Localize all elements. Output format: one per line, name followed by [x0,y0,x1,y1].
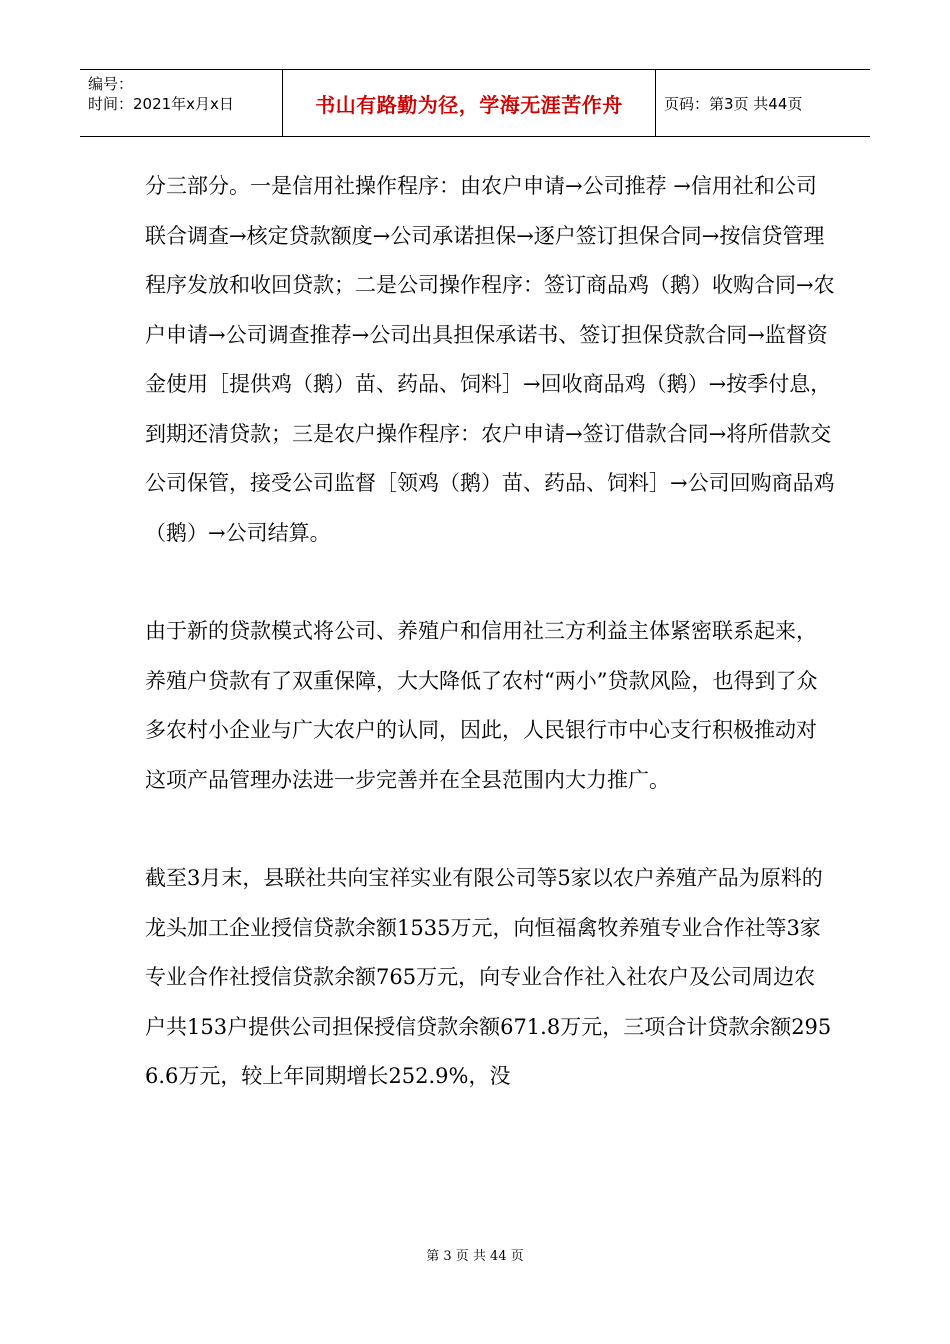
document-number-label: 编号： [88,75,134,93]
paragraph: 分三部分。一是信用社操作程序：由农户申请→公司推荐 →信用社和公司联合调查→核定贷款额度→公司承诺担保→逐户签订担保合同→按信贷管理程序发放和收回贷款；二是公司操作程序：签订商品鸡（鹅）收购合同→农户申请→公司调查推荐→公司出具担保承诺书、签订担保贷款合同→监督资金使用［提供鸡（鹅）苗、药品、饲料］→回收商品鸡（鹅）→按季付息，到期还清贷款；三是农户操作程序：农户申请→签订借款合同→将所借款交公司保管，接受公司监督［领鸡（鹅）苗、药品、饲料］→公司回购商品鸡（鹅）→公司结算。 [145,174,835,545]
paragraph: 由于新的贷款模式将公司、养殖户和信用社三方利益主体紧密联系起来，养殖户贷款有了双重保障，大大降低了农村“两小”贷款风险，也得到了众多农村小企业与广大农户的认同，因此，人民银行市中心支行积极推动对这项产品管理办法进一步完善并在全县范围内大力推广。 [145,619,818,792]
page-header [80,69,870,137]
document-body [145,162,835,1102]
page-footer: 第 3 页 共 44 页 [426,1249,524,1264]
header-page-info: 页码：第3页 共44页 [664,94,803,113]
paragraph: 截至3月末，县联社共向宝祥实业有限公司等5家以农户养殖产品为原料的龙头加工企业授信贷款余额1535万元，向恒福禽牧养殖专业合作社等3家专业合作社授信贷款余额765万元，向专业合作社入社农户及公司周边农户共153户提供公司担保授信贷款余额671.8万元，三项合计贷款余额2956.6万元，较上年同期增长252.9%，没 [145,866,832,1088]
document-time-label: 时间：2021年x月x日 [88,95,234,113]
header-motto: 书山有路勤为径，学海无涯苦作舟 [283,70,656,136]
header-meta [80,70,283,136]
